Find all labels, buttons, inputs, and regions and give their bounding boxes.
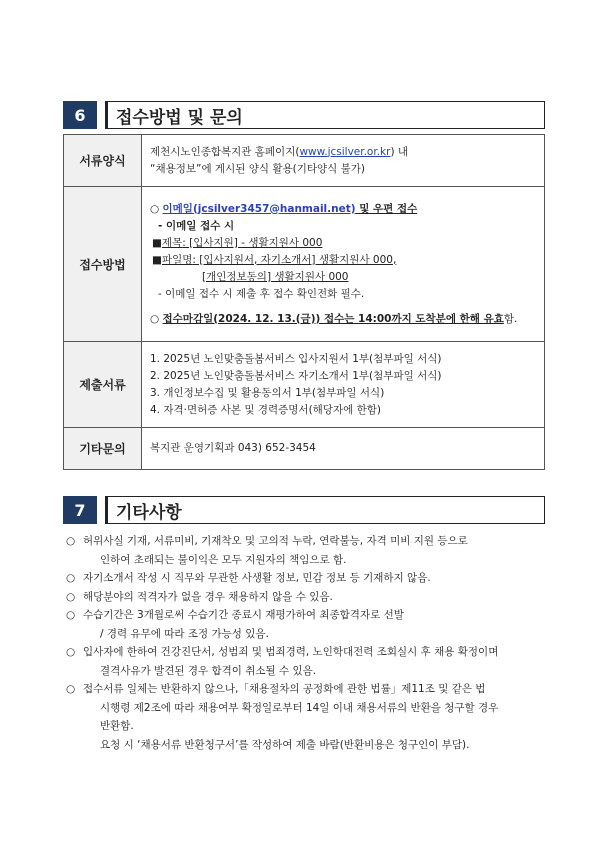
circle-bullet-icon: ○	[66, 535, 76, 547]
circle-bullet-icon: ○	[66, 646, 76, 658]
text-line: 반환함.	[100, 720, 134, 732]
list-item	[66, 532, 546, 569]
text-line: 시행령 제2조에 따라 채용여부 확정일로부터 14일 이내 채용서류의 반환을 청구할 경우	[100, 701, 499, 714]
text-line: 해당분야의 적격자가 없을 경우 채용하지 않을 수 있음.	[83, 590, 333, 603]
text: : [입사지원서, 자기소개서] 생활지원사 000,	[192, 253, 397, 266]
confirm-note: - 이메일 접수 시 제출 후 접수 확인전화 필수.	[158, 287, 365, 300]
section-7-header	[63, 496, 545, 524]
text: 함.	[503, 312, 518, 325]
text-line: / 경력 유무에 따라 조정 가능성 있음.	[100, 627, 269, 640]
row-label: 기타문의	[64, 428, 142, 470]
text: 및 우편 접수	[355, 202, 418, 215]
form-note: “채용정보”에 게시된 양식 활용(기타양식 불가)	[150, 162, 365, 175]
email-subheading: - 이메일 접수 시	[158, 219, 235, 232]
list-item	[66, 569, 546, 588]
submission-list	[142, 342, 545, 428]
text-line: 인하여 초래되는 불이익은 모두 지원자의 책임으로 함.	[100, 553, 347, 566]
text-line: 결격사유가 발견된 경우 합격이 취소될 수 있음.	[100, 664, 317, 677]
text: ) 내	[390, 145, 409, 158]
list-item: 1. 2025년 노인맞춤돌봄서비스 입사지원서 1부(첨부파일 서식)	[150, 352, 442, 365]
section-6-header	[63, 101, 545, 129]
homepage-link[interactable]: www.jcsilver.or.kr	[299, 145, 391, 158]
deadline-text: 접수마감일(2024. 12. 13.(금)) 접수는 14:00까지 도착분에 한해 유효	[162, 312, 504, 325]
section-number: 6	[63, 101, 97, 129]
text-line: 자기소개서 작성 시 직무와 무관한 사생활 정보, 민감 정보 등 기재하지 않음.	[83, 572, 431, 584]
section-number: 7	[63, 496, 97, 524]
text: : [입사지원] - 생활지원사 000	[182, 236, 323, 249]
email-link[interactable]: 이메일(jcsilver3457@hanmail.net)	[162, 202, 356, 215]
list-item	[66, 606, 546, 643]
table-row	[64, 428, 545, 470]
section-title: 접수방법 및 문의	[105, 101, 545, 129]
list-item	[66, 643, 546, 680]
circle-bullet-icon: ○	[66, 609, 76, 621]
text-line: 요청 시 ‘채용서류 반환청구서’를 작성하여 제출 바람(반환비용은 청구인이 부담).	[100, 738, 470, 751]
row-label: 서류양식	[64, 135, 142, 187]
inquiry-contact: 복지관 운영기획과 043) 652-3454	[142, 428, 545, 470]
row-label: 접수방법	[64, 187, 142, 342]
text-line: 허위사실 기재, 서류미비, 기재착오 및 고의적 누락, 연락불능, 자격 미비 지원 등으로	[83, 535, 468, 547]
circle-bullet-icon: ○	[150, 202, 160, 215]
text-line: 접수서류 일체는 반환하지 않으나,「채용절차의 공정화에 관한 법률」제11조 및 같은 법	[83, 683, 486, 695]
circle-bullet-icon: ○	[150, 312, 160, 325]
square-bullet-icon: ■	[152, 253, 162, 266]
text: 제천시노인종합복지관 홈페이지(	[150, 145, 300, 158]
text: 제목	[161, 236, 183, 249]
list-item: 4. 자격·면허증 사본 및 경력증명서(해당자에 한함)	[150, 403, 381, 416]
table-row	[64, 135, 545, 187]
list-item	[66, 680, 546, 754]
text-line: 수습기간은 3개월로써 수습기간 종료시 재평가하여 최종합격자로 선발	[83, 609, 404, 621]
list-item: 3. 개인정보수집 및 활용동의서 1부(첨부파일 서식)	[150, 386, 385, 399]
circle-bullet-icon: ○	[66, 572, 76, 584]
section-title: 기타사항	[105, 496, 545, 524]
filename-continuation: [개인정보동의] 생활지원사 000	[202, 270, 349, 283]
list-item	[66, 588, 546, 607]
table-row	[64, 342, 545, 428]
text-line: 입사자에 한하여 건강진단서, 성범죄 및 범죄경력, 노인학대전력 조회실시 후 채용 확정이며	[83, 646, 499, 658]
square-bullet-icon: ■	[152, 236, 162, 249]
row-label: 제출서류	[64, 342, 142, 428]
list-item: 2. 2025년 노인맞춤돌봄서비스 자기소개서 1부(첨부파일 서식)	[150, 369, 442, 382]
circle-bullet-icon: ○	[66, 683, 76, 695]
method-content	[142, 187, 545, 342]
documents-form-content	[142, 135, 545, 187]
application-info-table	[63, 134, 545, 470]
circle-bullet-icon: ○	[66, 590, 76, 603]
table-row	[64, 187, 545, 342]
text: 파일명	[161, 253, 193, 266]
other-notes-list	[66, 532, 546, 754]
